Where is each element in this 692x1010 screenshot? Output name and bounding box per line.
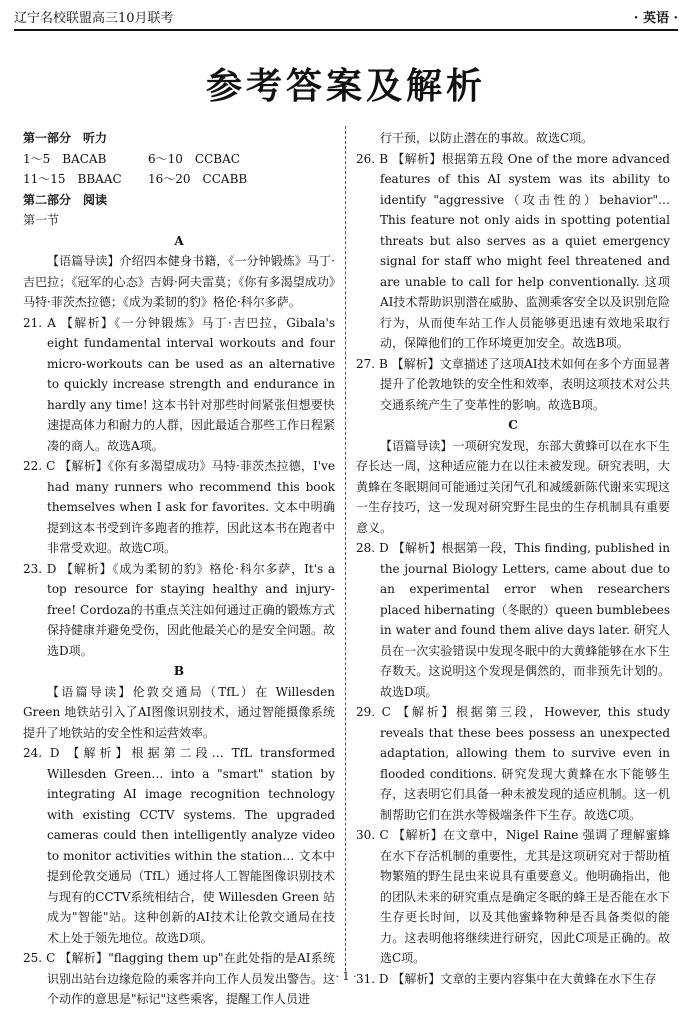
answer-explanation: 22. C 【解析】《你有多渴望成功》马特·菲茨杰拉德，I've had many runners who recommend this book themselves when I ask for favorites. 文本中明确提到这本书受到许多跑者的推荐，因此这本书在跑者中非常受欢迎。故选C项。 — [23, 459, 336, 555]
answer-group: 1～5 BACAB — [23, 151, 107, 166]
passage-guide: 【语篇导读】一项研究发现，东部大黄蜂可以在水下生存长达一周，这种适应能力在以往未被发现。研究表明，大黄蜂在冬眠期间可能通过关闭气孔和减缓新陈代谢来实现这一生存技巧，这一发现对研究野生昆虫的生存机制具有重要意义。 — [356, 438, 670, 535]
answer-continuation: 行干预，以防止潜在的事故。故选C项。 — [380, 131, 594, 145]
listening-answers — [23, 149, 335, 190]
answer-explanation: 23. D 【解析】《成为柔韧的豹》格伦·科尔多萨，It's a top resource for staying healthy and injury-free! Cordoza的书重点关注如何通过正确的锻炼方式保持健康并避免受伤，因此他最关心的是安全问题。故选D项。 — [23, 561, 336, 658]
left-column — [23, 128, 335, 1010]
page-number: · 1 · — [335, 970, 357, 983]
answer-explanation: 24. D 【解析】根据第二段… TfL transformed Willesden Green… into a "smart" station by integrating AI image recognition technology with existing CCTV systems. The upgraded cameras could then intelligently analyze video to monitor activities within the station… 文本中提到伦敦交通局（TfL）通过将人工智能图像识别技术与现有的CCTV系统相结合，使 Willesden Green 站成为"智能"站。这种创新的AI技术让伦敦交通局在技术上处于领先地位。故选D项。 — [23, 746, 335, 945]
part1-heading: 第一部分 听力 — [23, 131, 108, 145]
passage-guide: 【语篇导读】伦敦交通局（TfL）在 Willesden Green 地铁站引入了AI图像识别技术，通过智能摄像系统提升了地铁站的安全性和运营效率。 — [23, 684, 335, 740]
answer-explanation: 31. D 【解析】文章的主要内容集中在大黄蜂在水下生存 — [356, 971, 657, 986]
page-title: 参考答案及解析 — [205, 66, 486, 107]
answer-explanation: 27. B 【解析】文章描述了这项AI技术如何在多个方面显著提升了伦敦地铁的安全性和效率，表明这项技术对公共交通系统产生了变革性的影响。故选B项。 — [356, 356, 670, 412]
exam-title: 辽宁名校联盟高三10月联考 — [14, 10, 174, 26]
header-rule — [14, 29, 678, 31]
passage-a-label: A — [174, 233, 184, 248]
answer-explanation: 21. A 【解析】《一分钟锻炼》马丁·吉巴拉，Gibala's eight fundamental interval workouts and four micro-workouts can be used as an alternative to quickly increase strength and endurance in hardly any time! 这本书针对那些时间紧张但想要快速提高体力和耐力的人群，因此最适合那些工作日程紧凑的商人。故选A项。 — [23, 315, 336, 453]
passage-c-label: C — [508, 418, 518, 432]
answer-group: 6～10 CCBAC — [148, 151, 240, 166]
column-divider — [345, 126, 346, 971]
page-header — [14, 4, 678, 28]
passage-guide: 【语篇导读】介绍四本健身书籍，《一分钟锻炼》马丁·吉巴拉；《冠军的心态》吉姆·阿夫雷莫；《你有多渴望成功》马特·菲茨杰拉德；《成为柔韧的豹》格伦·科尔多萨。 — [23, 254, 335, 309]
answer-explanation: 28. D 【解析】根据第一段，This finding, published in the journal Biology Letters, came about due to an experimental error when researchers placed hibernating（冬眠的）queen bumblebees in water and found them alive days later. 研究人员在一次实验错误中发现冬眠中的大黄蜂能够在水下生存数天。这说明这个发现是偶然的，而非预先计划的。故选D项。 — [356, 541, 670, 699]
answer-explanation: 30. C 【解析】在文章中，Nigel Raine 强调了理解蜜蜂在水下存活机制的重要性，尤其是这项研究对于帮助植物繁殖的野生昆虫来说具有重要意义。他明确指出，他的团队未来的研究重点是确定冬眠的蜂王是否能在水下生存更长时间，以及其他蜜蜂物种是否具备类似的能力。这表明他将继续进行研究，因此C项是正确的。故选C项。 — [356, 828, 670, 965]
subject-label: · 英语 · — [633, 10, 678, 26]
section1-heading: 第一节 — [23, 213, 60, 227]
answer-explanation: 26. B 【解析】根据第五段 One of the more advanced features of this AI system was its ability to identify "aggressive（攻击性的）behavior"… This feature not only aids in spotting potential threats but also serves as a quiet emergency signal for staff who might feel threatened and are unable to call for help conventionally. 这项AI技术帮助识别潜在威胁、监测乘客安全以及识别危险行为，从而使车站工作人员能够更迅速有效地采取行动，保障他们的工作环境更加安全。故选B项。 — [356, 151, 670, 350]
passage-b-label: B — [173, 664, 185, 678]
answer-explanation: 29. C 【解析】根据第三段，However, this study reveals that these bees possess an unexpected adaptation, allowing them to survive even in flooded conditions. 研究发现大黄蜂在水下能够生存，这表明它们具备一种未被发现的适应机制。这一机制帮助它们在洪水等极端条件下生存。故选C项。 — [356, 705, 670, 822]
answer-explanation: 25. C 【解析】"flagging them up"在此处指的是AI系统识别出站台边缘危险的乘客并向工作人员发出警告。这个动作的意思是"标记"这些乘客，提醒工作人员进 — [23, 951, 336, 1006]
answer-group: 11～15 BBAAC — [23, 172, 122, 186]
answer-group: 16～20 CCABB — [148, 172, 248, 186]
part2-heading: 第二部分 阅读 — [23, 192, 108, 207]
right-column — [356, 128, 670, 989]
